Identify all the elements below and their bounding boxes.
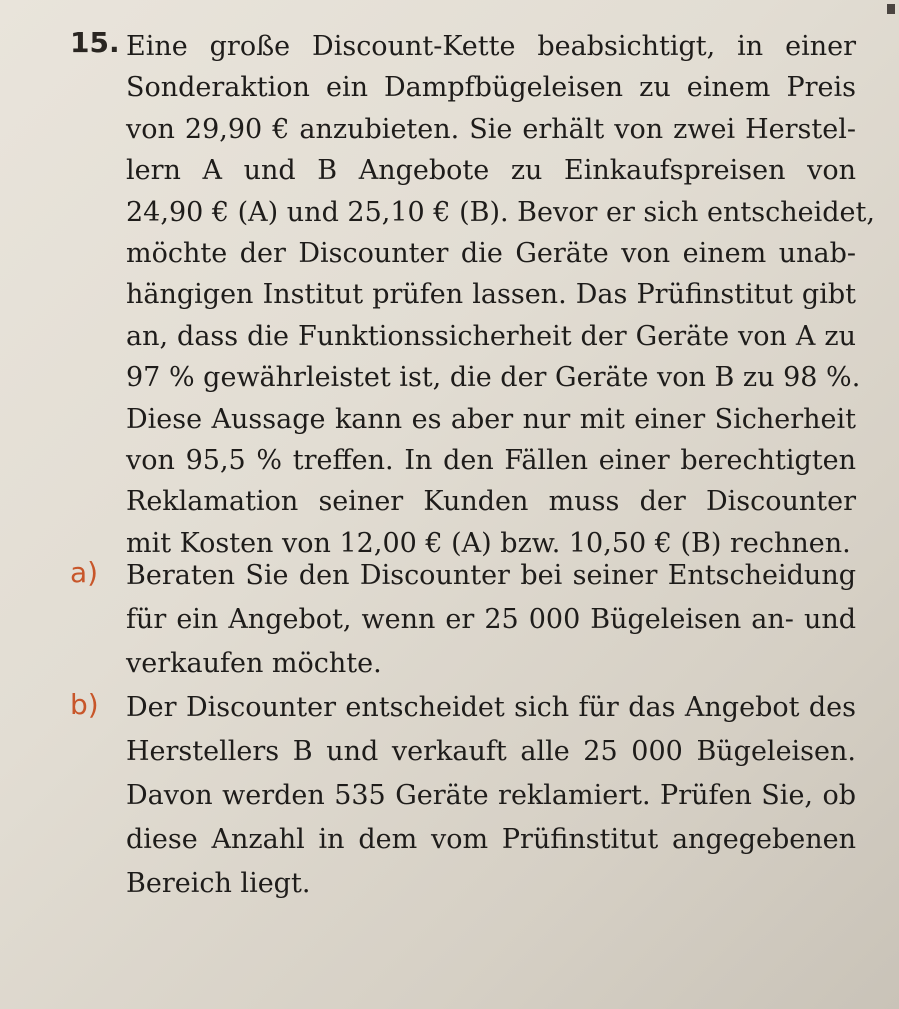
intro-line: von 95,5 % treffen. In den Fällen einer berechtigten [126, 445, 856, 477]
intro-line: an, dass die Funktionssicherheit der Geräte von A zu [126, 320, 856, 352]
intro-line: Eine große Discount-Kette beabsichtigt, in einer [126, 31, 856, 62]
problem-number: 15. [70, 26, 120, 59]
intro-line: hängigen Institut prüfen lassen. Das Prüfinstitut gibt [126, 279, 856, 311]
intro-line: 24,90 € (A) und 25,10 € (B). Bevor er sich entscheidet, [126, 196, 875, 228]
intro-line: 97 % gewährleistet ist, die der Geräte von B zu 98 %. [126, 362, 861, 394]
intro-line: möchte der Discounter die Geräte von einem unab- [126, 238, 856, 270]
part-a-line: verkaufen möchte. [126, 648, 382, 679]
part-b-label: b) [70, 688, 99, 721]
intro-line: Diese Aussage kann es aber nur mit einer Sicherheit [126, 403, 856, 435]
corner-mark [887, 4, 895, 14]
intro-line: Reklamation seiner Kunden muss der Discounter [126, 486, 856, 518]
problem-intro [126, 26, 875, 564]
part-b-line: diese Anzahl in dem vom Prüfinstitut angegebenen [126, 824, 856, 855]
part-a-line: Beraten Sie den Discounter bei seiner Entscheidung [126, 560, 856, 591]
part-b-line: Bereich liegt. [126, 868, 311, 899]
intro-line: mit Kosten von 12,00 € (A) bzw. 10,50 € (B) rechnen. [126, 527, 851, 559]
intro-line: lern A und B Angebote zu Einkaufspreisen von [126, 155, 856, 187]
part-b-line: Davon werden 535 Geräte reklamiert. Prüfen Sie, ob [126, 780, 856, 811]
part-a-text [126, 554, 856, 686]
intro-line: von 29,90 € anzubieten. Sie erhält von zwei Herstel- [126, 113, 856, 145]
part-b-text [126, 686, 856, 906]
intro-line: Sonderaktion ein Dampfbügeleisen zu einem Preis [126, 72, 856, 104]
part-b-line: Herstellers B und verkauft alle 25 000 Bügeleisen. [126, 736, 856, 767]
part-a-label: a) [70, 556, 99, 589]
part-b-line: Der Discounter entscheidet sich für das Angebot des [126, 692, 856, 723]
part-a-line: für ein Angebot, wenn er 25 000 Bügeleisen an- und [126, 604, 856, 635]
